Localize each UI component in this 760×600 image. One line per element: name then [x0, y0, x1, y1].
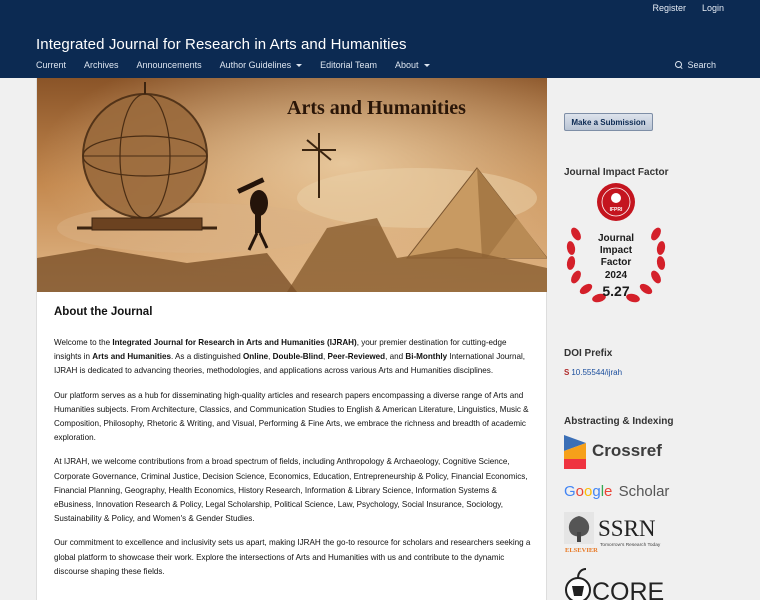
emphasis-text: Integrated Journal for Research in Arts and Humanities (IJRAH): [112, 338, 357, 347]
journal-banner-image: [37, 78, 547, 292]
impact-factor-heading: Journal Impact Factor: [564, 167, 669, 178]
elsevier-tree-icon: [564, 512, 594, 544]
intro-text: . As a distinguished: [170, 352, 243, 362]
site-header: [0, 0, 760, 78]
doi-mark-icon: S: [564, 368, 570, 377]
intro-text: ,: [268, 352, 273, 362]
register-link[interactable]: Register: [652, 3, 686, 13]
about-paragraph-intro: [54, 336, 532, 379]
about-heading: About the Journal: [54, 306, 153, 318]
ssrn-logo[interactable]: [564, 512, 674, 554]
impact-factor-badge[interactable]: [564, 182, 668, 310]
banner-illustration: [37, 78, 547, 292]
google-word: Google: [564, 483, 613, 500]
crossref-logo[interactable]: [564, 433, 674, 471]
banner-title: Arts and Humanities: [287, 97, 466, 119]
about-paragraph-platform: Our platform serves as a hub for disseminating high-quality articles and research papers encompassing a diverse range of Arts and Humanities subjects. From Architecture, Classics, and Communication Studies to English & American Literature, Linguistics, Music & Composition, Philosophy, Rhetoric & Writing, and Visual, Performing & Fine Arts, we embrace the richness and breadth of academic exploration.: [54, 390, 529, 443]
about-paragraph-commitment: Our commitment to excellence and inclusivity sets us apart, making IJRAH the go-to resource for scholars and researchers seeking a global platform to showcase their work. Explore the intersections of Arts and Humanities with us and contribute to the dynamic discourse shaping these fields.: [54, 538, 531, 576]
ssrn-tagline: Tomorrow's Research Today: [600, 543, 661, 548]
search-link[interactable]: [675, 60, 716, 70]
about-paragraph-fields: At IJRAH, we welcome contributions from a broad spectrum of fields, including Anthropology & Archaeology, Cognitive Science, Corporate Governance, Criminal Justice, Decision Science, Economics, Education, Entrepreneurship & Policy, Financial Economics, Financial Planning, Geography, Health Economics, History Research, Information & Library Science, Information Systems & eBusiness, Innovation Research & Policy, Legal Scholarship, Political Science, Law, Psychology, Social Insurance, Sociology, Sustainability & Policy, and Women's & Gender Studies.: [54, 457, 528, 524]
nav-label: Author Guidelines: [219, 60, 292, 70]
core-logo[interactable]: [564, 566, 674, 600]
search-icon: [675, 61, 683, 69]
crossref-text: Crossref: [592, 441, 662, 460]
badge-line-3: Factor: [600, 257, 632, 268]
google-scholar-logo[interactable]: [564, 480, 674, 502]
nav-archives[interactable]: [84, 60, 119, 70]
indexing-heading: Abstracting & Indexing: [564, 416, 674, 427]
nav-label: Editorial Team: [320, 60, 377, 70]
primary-nav: [36, 60, 448, 70]
emphasis-text: Peer-Reviewed: [327, 352, 386, 362]
impact-factor-value: 5.27: [602, 283, 630, 299]
badge-line-2: Impact: [599, 245, 633, 256]
doi-prefix-heading: DOI Prefix: [564, 348, 613, 359]
sidebar: [564, 78, 744, 600]
badge-line-4: 2024: [604, 270, 628, 281]
ifpri-seal-icon: [597, 183, 635, 221]
site-title[interactable]: Integrated Journal for Research in Arts and Humanities: [36, 36, 407, 53]
intro-text: International Journal, IJRAH is dedicated to advancing theories, methodologies, and applications across various Arts and Humanities disciplines.: [54, 352, 526, 376]
user-nav: [652, 3, 724, 13]
caret-down-icon: [424, 64, 430, 67]
nav-label: About: [395, 60, 419, 70]
caret-down-icon: [296, 64, 302, 67]
svg-text:Google Scholar: [564, 483, 669, 500]
intro-text: Welcome to the: [54, 338, 113, 347]
core-text: CORE: [592, 578, 665, 600]
intro-text: ,: [323, 352, 328, 362]
make-submission-button[interactable]: Make a Submission: [564, 113, 653, 131]
nav-current[interactable]: [36, 60, 66, 70]
emphasis-text: Bi-Monthly: [405, 352, 448, 362]
nav-editorial-team[interactable]: [320, 60, 377, 70]
nav-label: Archives: [84, 60, 119, 70]
login-link[interactable]: Login: [701, 3, 724, 13]
svg-text:IFPRI: IFPRI: [609, 207, 623, 213]
nav-author-guidelines[interactable]: [220, 60, 303, 70]
core-apple-icon: [566, 569, 590, 600]
doi-value: 10.55544/ijrah: [571, 368, 623, 377]
nav-announcements[interactable]: [137, 60, 202, 70]
elsevier-text: ELSEVIER: [565, 547, 598, 554]
emphasis-text: Online: [242, 352, 269, 362]
emphasis-text: Double-Blind: [272, 352, 324, 362]
main-content: [36, 78, 547, 600]
doi-prefix-link[interactable]: [564, 368, 622, 377]
badge-line-1: Journal: [597, 233, 635, 244]
about-journal-section: [54, 306, 532, 589]
emphasis-text: Arts and Humanities: [92, 352, 171, 362]
intro-text: , and: [385, 352, 406, 362]
ssrn-text: SSRN: [598, 516, 656, 541]
scholar-word: Scholar: [618, 483, 670, 500]
search-label: Search: [687, 60, 716, 70]
nav-label: Announcements: [136, 60, 202, 70]
nav-about[interactable]: [395, 60, 430, 70]
intro-text: , your premier destination for cutting-edge insights in: [54, 338, 507, 362]
nav-label: Current: [36, 60, 67, 70]
